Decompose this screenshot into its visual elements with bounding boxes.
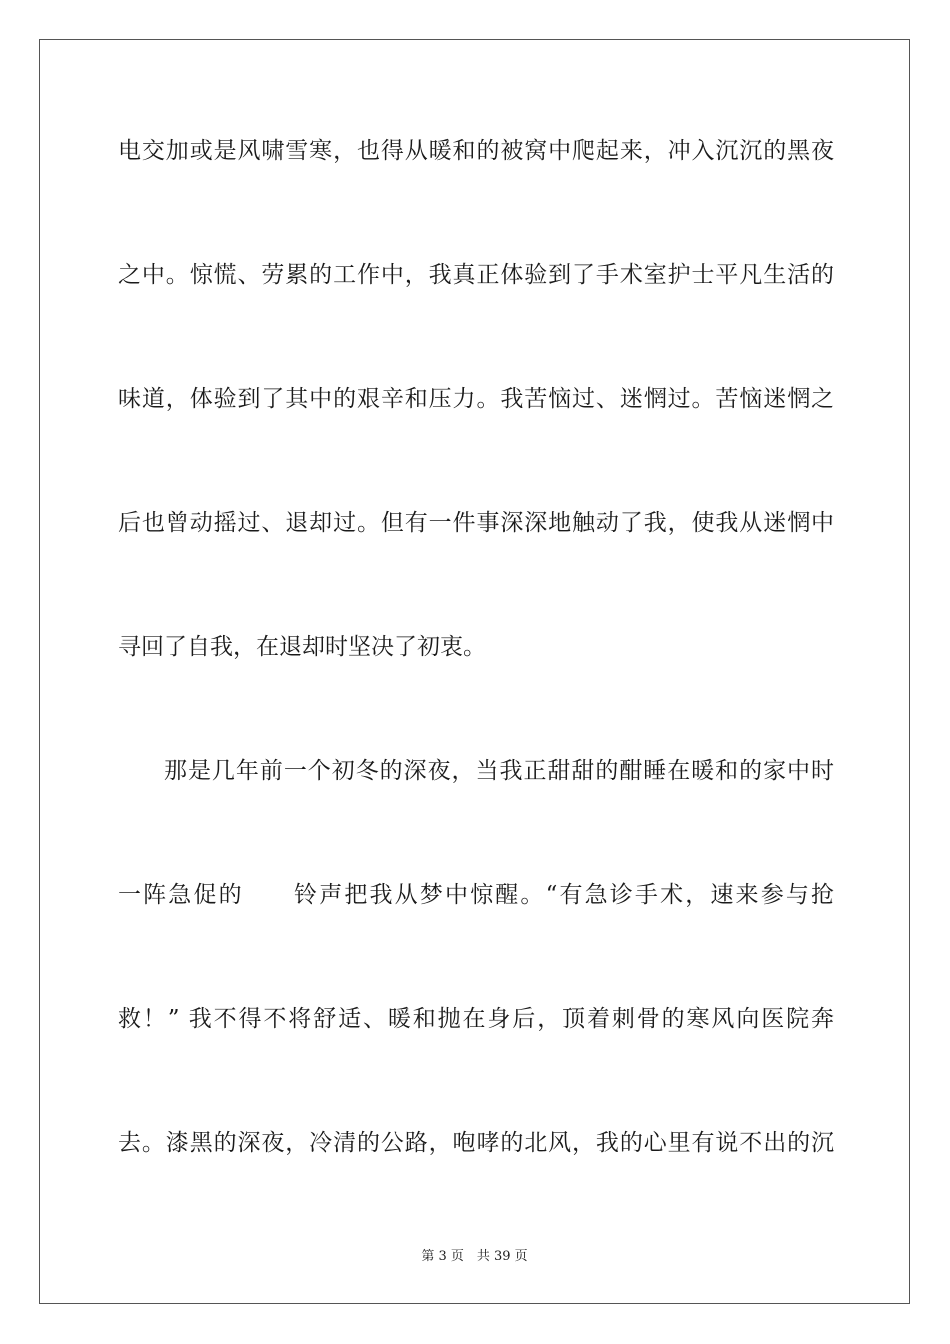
text-line: 味道，体验到了其中的艰辛和压力。我苦恼过、迷惘过。苦恼迷惘之 (118, 386, 834, 412)
page-number-footer: 第 3 页 共 39 页 (421, 1249, 528, 1264)
text-line: 一阵急促的 铃声把我从梦中惊醒。“有急诊手术，速来参与抢 (118, 882, 834, 908)
text-line: 寻回了自我，在退却时坚决了初衷。 (118, 634, 486, 660)
text-line: 救！” 我不得不将舒适、暖和抛在身后，顶着刺骨的寒风向医院奔 (118, 1006, 834, 1032)
text-line: 后也曾动摇过、退却过。但有一件事深深地触动了我，使我从迷惘中 (118, 510, 834, 536)
document-page (39, 39, 910, 1304)
paragraph-first-line: 那是几年前一个初冬的深夜，当我正甜甜的酣睡在暖和的家中时 (164, 758, 834, 784)
text-line: 之中。惊慌、劳累的工作中，我真正体验到了手术室护士平凡生活的 (118, 262, 834, 288)
text-line: 电交加或是风啸雪寒，也得从暖和的被窝中爬起来，冲入沉沉的黑夜 (118, 138, 834, 164)
text-line: 去。漆黑的深夜，冷清的公路，咆哮的北风，我的心里有说不出的沉 (118, 1130, 834, 1156)
